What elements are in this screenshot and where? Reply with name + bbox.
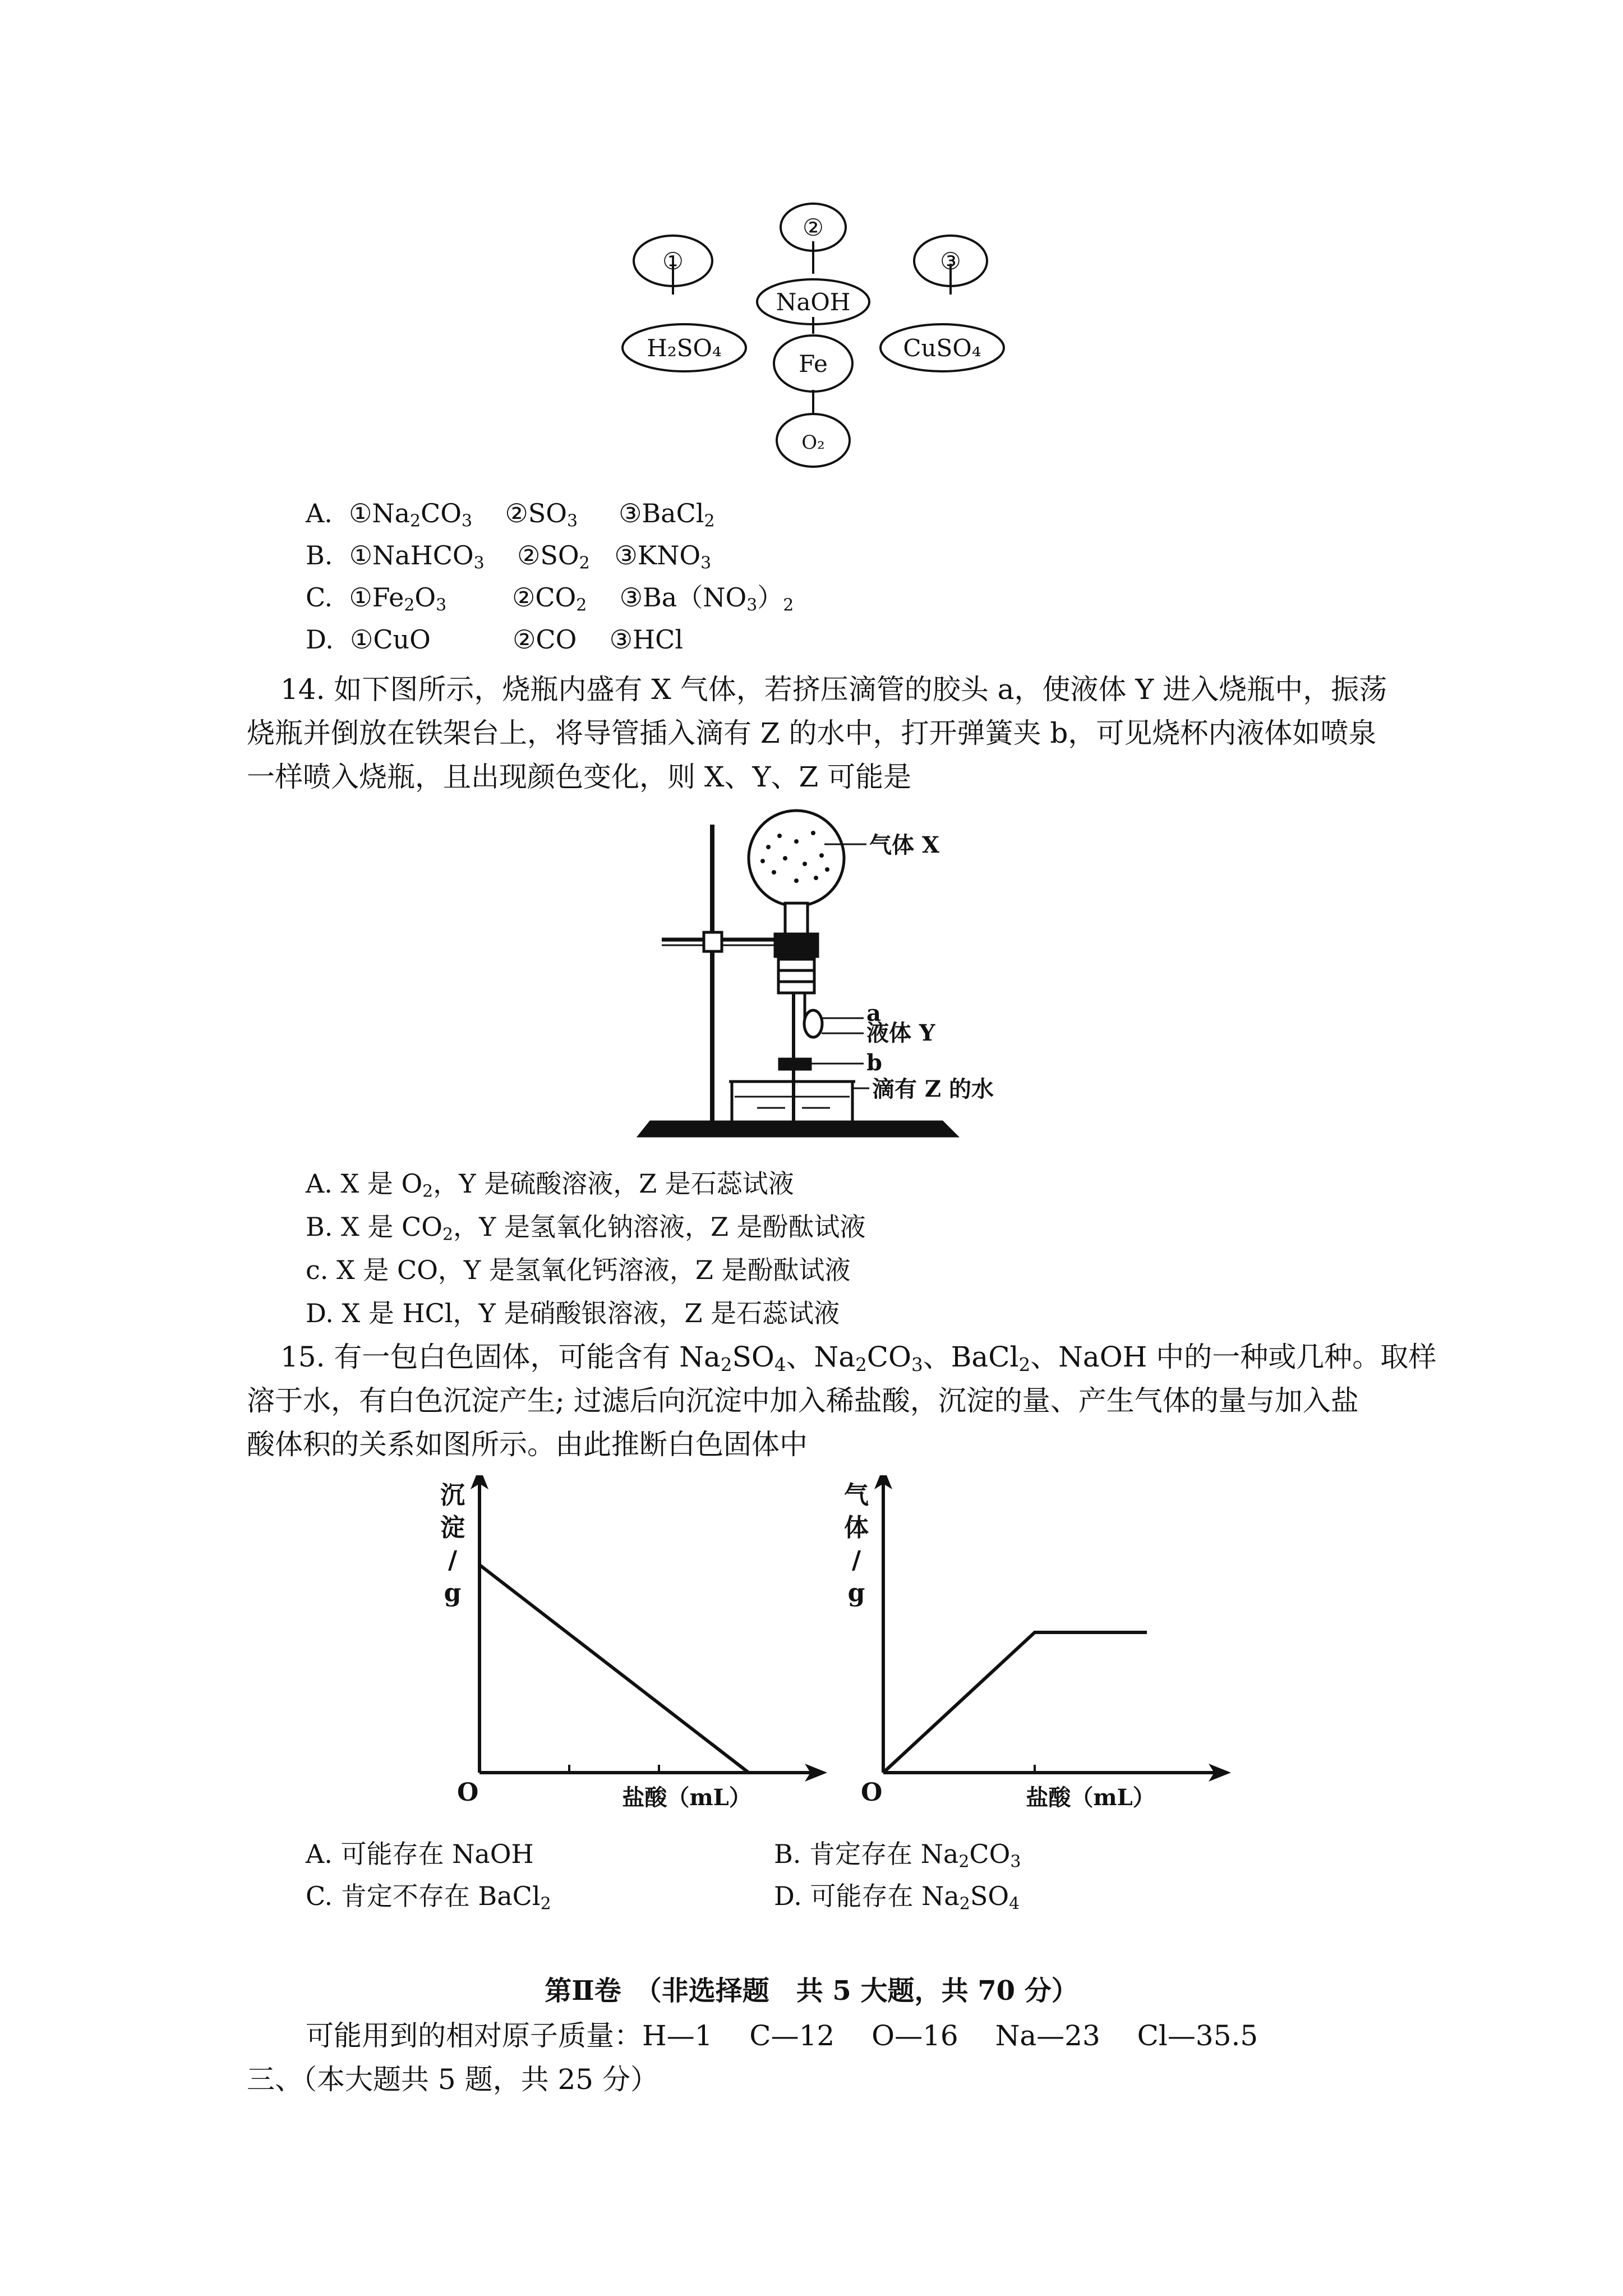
option-text: CO bbox=[421, 498, 462, 528]
y-axis-label-char: 体 bbox=[844, 1513, 869, 1542]
option-text: ，Y 是氢氧化钠溶液，Z 是酚酞试液 bbox=[453, 1212, 866, 1242]
option-letter: C. bbox=[306, 582, 333, 613]
series-line bbox=[883, 1632, 1147, 1773]
subscript: 2 bbox=[958, 1852, 970, 1872]
q15-line-2: 溶于水，有白色沉淀产生; 过滤后向沉淀中加入稀盐酸，沉淀的量、产生气体的量与加入盐 bbox=[247, 1384, 1359, 1417]
atomic-masses-line: 可能用到的相对原子质量：H—1 C—12 O—16 Na—23 Cl—35.5 bbox=[306, 2019, 1258, 2052]
q14-line-2: 烧瓶并倒放在铁架台上，将导管插入滴有 Z 的水中，打开弹簧夹 b，可见烧杯内液体如喷泉 bbox=[247, 717, 1377, 749]
option-text: D. 可能存在 Na bbox=[774, 1881, 960, 1911]
subscript: 2 bbox=[404, 595, 415, 615]
option-text: SO bbox=[970, 1881, 1009, 1911]
option-text: B. 肯定存在 Na bbox=[774, 1839, 959, 1869]
option-text: ②CO bbox=[512, 582, 577, 613]
option-text: D. X 是 HCl，Y 是硝酸银溶液，Z 是石蕊试液 bbox=[306, 1298, 840, 1328]
q13-option-a[interactable] bbox=[306, 496, 715, 530]
subscript: 3 bbox=[566, 511, 578, 531]
q13-option-d[interactable] bbox=[306, 623, 683, 656]
subscript: 2 bbox=[579, 553, 590, 573]
option-letter: A. bbox=[306, 498, 333, 528]
y-axis-label-char: 沉 bbox=[440, 1481, 465, 1510]
subscript: 4 bbox=[1009, 1894, 1020, 1914]
subscript: 4 bbox=[774, 1354, 786, 1376]
section-3-title: 三、（本大题共 5 题，共 25 分） bbox=[247, 2063, 659, 2096]
q14-fountain-apparatus bbox=[628, 802, 1021, 1144]
q13-option-b[interactable] bbox=[306, 539, 711, 572]
text: CO bbox=[866, 1341, 911, 1373]
node-h2so4-label: H₂SO₄ bbox=[647, 334, 722, 362]
label-water-z: 滴有 Z 的水 bbox=[872, 1076, 994, 1102]
q14-option-b[interactable] bbox=[306, 1210, 866, 1244]
origin-label: O bbox=[861, 1778, 883, 1807]
q14-line-3: 一样喷入烧瓶，且出现颜色变化，则 X、Y、Z 可能是 bbox=[247, 761, 912, 793]
text: SO bbox=[732, 1341, 774, 1373]
option-text: A. 可能存在 NaOH bbox=[306, 1839, 534, 1869]
round-flask bbox=[749, 811, 844, 906]
option-text: B. X 是 CO bbox=[306, 1212, 442, 1242]
label-liquid-y: 液体 Y bbox=[866, 1020, 935, 1046]
text: 、Na bbox=[786, 1341, 856, 1373]
subscript: 3 bbox=[436, 595, 447, 615]
option-letter: B. bbox=[306, 540, 333, 570]
clamp-boss bbox=[704, 932, 722, 951]
q15-line-3: 酸体积的关系如图所示。由此推断白色固体中 bbox=[247, 1428, 808, 1461]
subscript: 3 bbox=[700, 553, 712, 573]
subscript: 3 bbox=[461, 511, 472, 531]
y-axis-label-char: / bbox=[851, 1546, 861, 1575]
option-text: ③BaCl bbox=[619, 498, 704, 528]
y-axis-label-char: / bbox=[448, 1546, 458, 1575]
y-axis-label-char: 淀 bbox=[440, 1513, 465, 1542]
q14-line-1: 14. 如下图所示，烧瓶内盛有 X 气体，若挤压滴管的胶头 a，使液体 Y 进入烧瓶中，振荡 bbox=[280, 673, 1387, 706]
option-text: ③KNO bbox=[614, 540, 701, 570]
text: 15. 有一包白色固体，可能含有 Na bbox=[280, 1341, 721, 1373]
subscript: 2 bbox=[959, 1894, 970, 1914]
q14-option-d[interactable] bbox=[306, 1296, 840, 1330]
series-line bbox=[479, 1565, 749, 1773]
subscript: 3 bbox=[746, 595, 758, 615]
node-fe-label: Fe bbox=[799, 350, 828, 378]
option-text: ①CuO bbox=[350, 624, 431, 655]
q13-option-c[interactable] bbox=[306, 581, 794, 614]
q15-option-b[interactable] bbox=[774, 1837, 1021, 1871]
node-2-label: ② bbox=[803, 214, 824, 241]
option-text: ①Na bbox=[349, 498, 411, 528]
subscript: 3 bbox=[473, 553, 485, 573]
option-text: A. X 是 O bbox=[306, 1168, 423, 1199]
option-text: ①NaHCO bbox=[349, 540, 474, 570]
subscript: 3 bbox=[1010, 1852, 1021, 1872]
subscript: 2 bbox=[442, 1225, 453, 1245]
label-a: a bbox=[866, 1000, 881, 1027]
option-text: C. 肯定不存在 BaCl bbox=[306, 1881, 541, 1911]
q15-option-a[interactable] bbox=[306, 1837, 534, 1871]
option-text: ②SO bbox=[517, 540, 579, 570]
spring-clamp-b bbox=[780, 1059, 810, 1069]
node-1-label: ① bbox=[662, 247, 684, 275]
node-naoh-label: NaOH bbox=[776, 288, 851, 316]
subscript: 2 bbox=[1018, 1354, 1031, 1376]
origin-label: O bbox=[457, 1778, 479, 1807]
subscript: 2 bbox=[410, 511, 421, 531]
part2-heading: 第Ⅱ卷 （非选择题 共 5 大题，共 70 分） bbox=[545, 1975, 1078, 2007]
label-b: b bbox=[866, 1050, 882, 1076]
option-text: ③HCl bbox=[609, 624, 684, 655]
text: 、BaCl bbox=[923, 1341, 1019, 1373]
node-o2-label: O₂ bbox=[801, 431, 825, 454]
x-axis-label: 盐酸（mL） bbox=[1026, 1784, 1155, 1811]
option-text: ③Ba（NO bbox=[619, 582, 747, 613]
y-axis-label-char: g bbox=[444, 1579, 462, 1607]
node-cuso4-label: CuSO₄ bbox=[903, 334, 981, 362]
q14-option-c[interactable] bbox=[306, 1253, 850, 1287]
subscript: 2 bbox=[704, 511, 715, 531]
option-text: c. X 是 CO，Y 是氢氧化钙溶液，Z 是酚酞试液 bbox=[306, 1255, 851, 1285]
option-text: ②CO bbox=[513, 624, 577, 655]
option-text: ①Fe bbox=[349, 582, 404, 613]
option-text: ②SO bbox=[505, 498, 567, 528]
subscript: 2 bbox=[720, 1354, 732, 1376]
subscript: 3 bbox=[911, 1354, 923, 1376]
x-axis-label: 盐酸（mL） bbox=[622, 1784, 751, 1811]
precipitate-chart bbox=[437, 1475, 841, 1823]
q13-reaction-diagram bbox=[617, 202, 1009, 482]
option-text: O bbox=[414, 582, 436, 613]
option-text: CO bbox=[969, 1839, 1011, 1869]
subscript: 2 bbox=[540, 1894, 551, 1914]
q15-option-d[interactable] bbox=[774, 1879, 1020, 1913]
q15-line-1 bbox=[280, 1335, 1436, 1379]
subscript: 2 bbox=[576, 595, 587, 615]
option-text: ） bbox=[757, 582, 783, 613]
q15-option-c[interactable] bbox=[306, 1879, 551, 1913]
option-text: ，Y 是硫酸溶液，Z 是石蕊试液 bbox=[433, 1168, 794, 1199]
text: 、NaOH 中的一种或几种。取样 bbox=[1030, 1341, 1437, 1373]
q14-option-a[interactable] bbox=[306, 1167, 794, 1200]
label-gas-x: 气体 X bbox=[869, 832, 939, 858]
subscript: 2 bbox=[855, 1354, 867, 1376]
y-axis-label-char: g bbox=[847, 1579, 865, 1607]
dropper-bulb-a bbox=[804, 1010, 822, 1037]
gas-chart bbox=[841, 1475, 1245, 1823]
node-3-label: ③ bbox=[940, 247, 961, 275]
y-axis-label-char: 气 bbox=[844, 1481, 869, 1510]
subscript: 2 bbox=[422, 1181, 434, 1202]
option-letter: D. bbox=[306, 624, 334, 655]
subscript: 2 bbox=[783, 595, 794, 615]
